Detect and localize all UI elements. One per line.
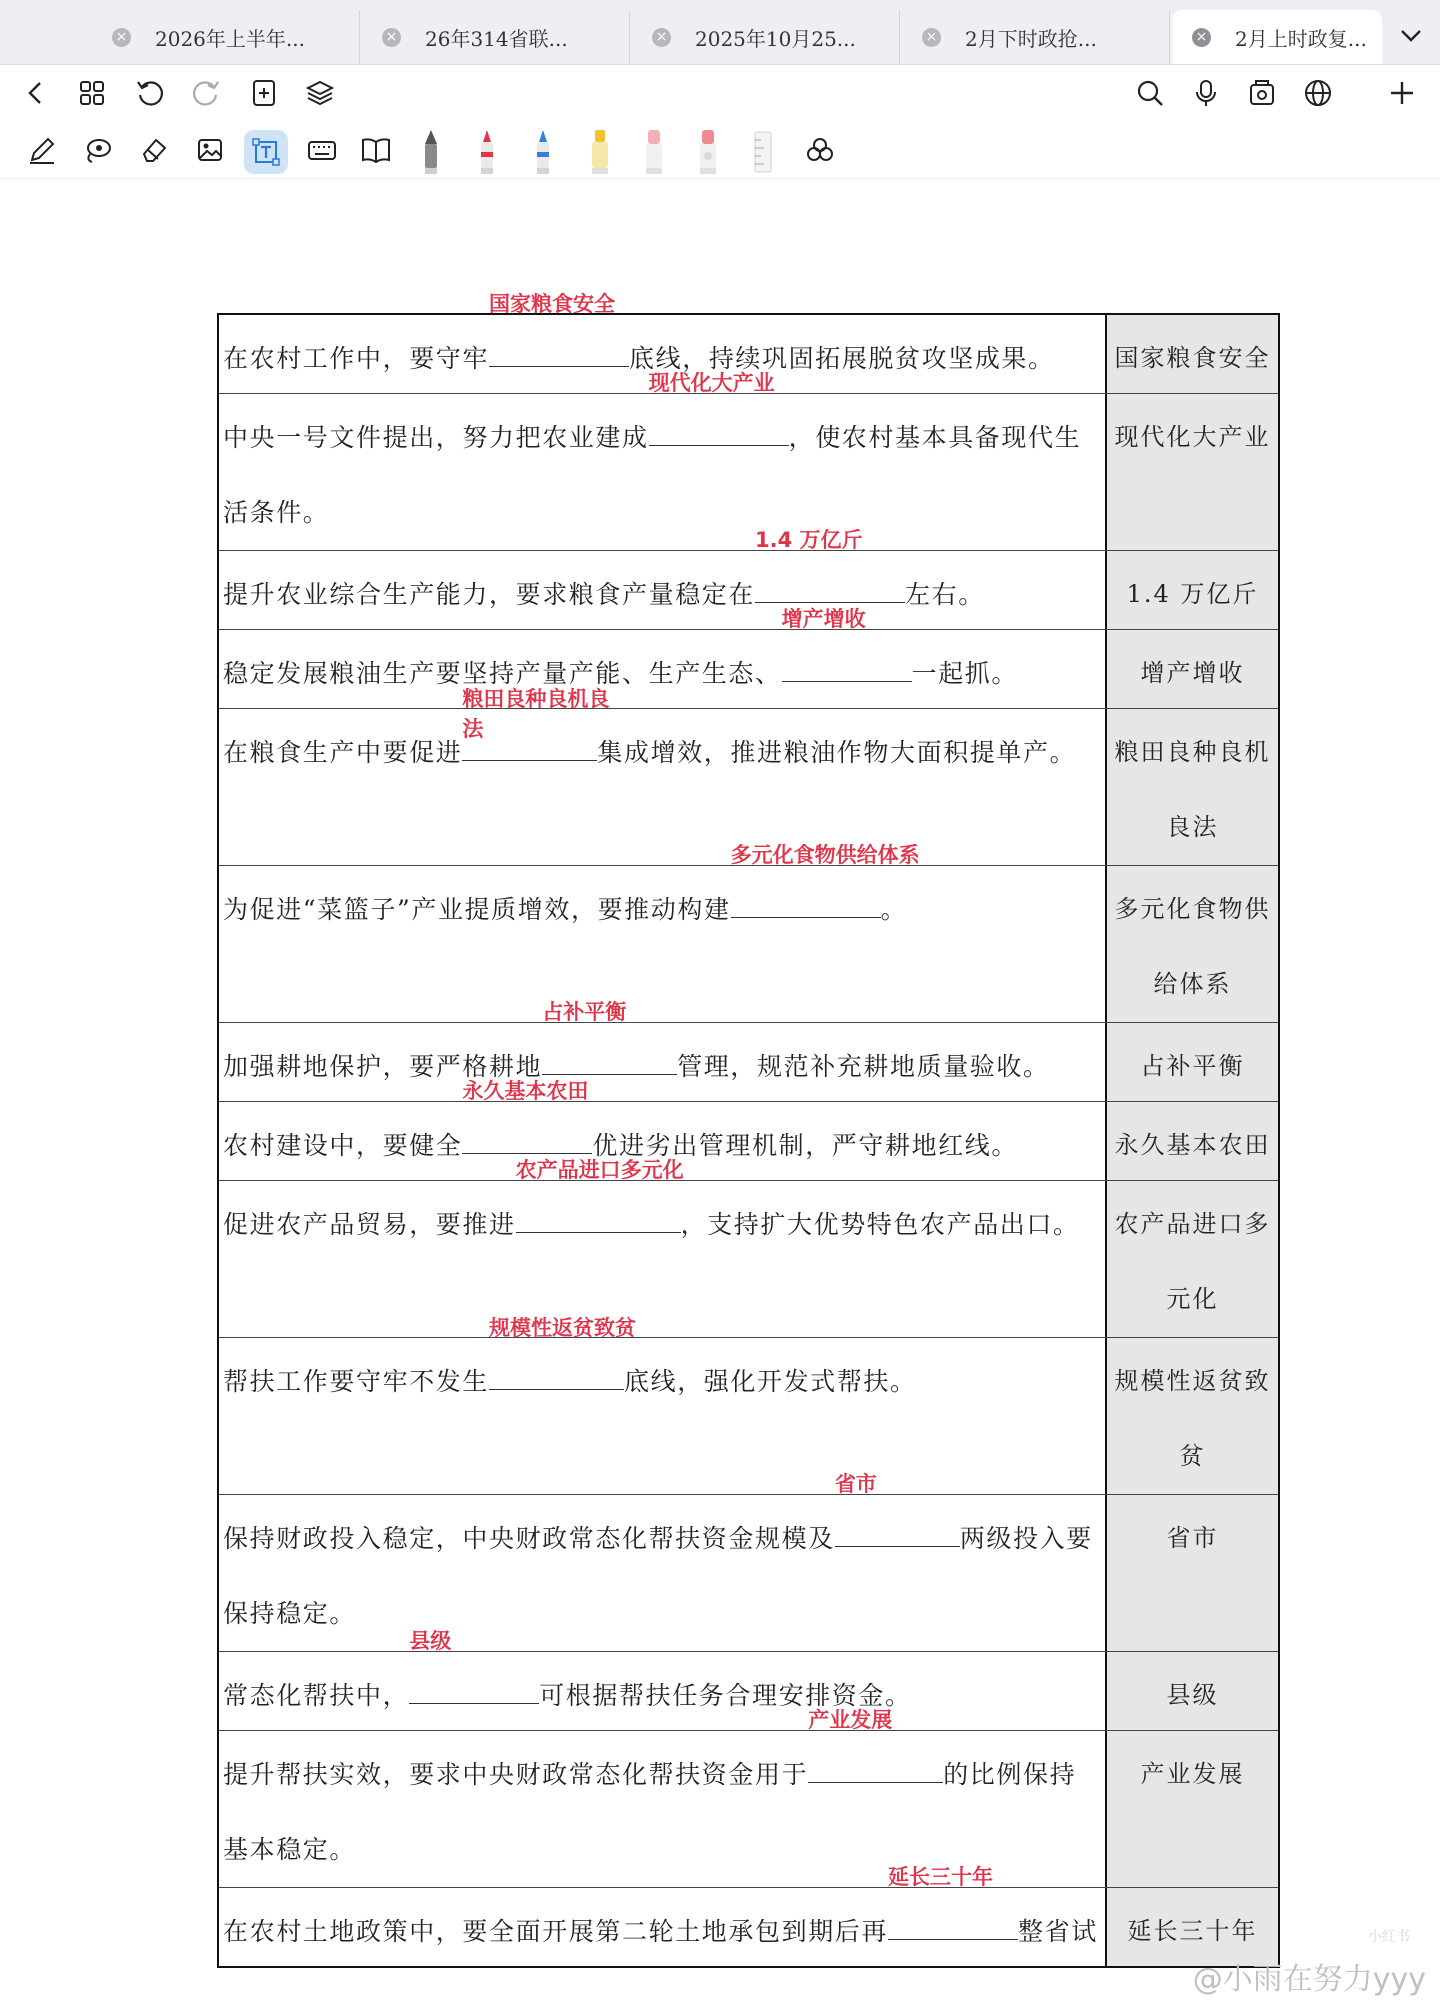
- question-text-before: 农村建设中，要健全: [223, 1131, 463, 1160]
- table-row: [219, 1158, 1278, 1338]
- tab-label: 2025年10月25...: [695, 26, 856, 51]
- tool-bar: [0, 126, 1440, 179]
- ruler-icon[interactable]: [752, 130, 774, 178]
- question-text-after: 优进劣出管理机制，严守耕地红线。: [592, 1131, 1019, 1160]
- color-palette-icon[interactable]: [800, 130, 840, 170]
- table-row: [219, 1079, 1278, 1181]
- question-cell: [219, 1000, 1105, 1101]
- question-text-before: 在农村土地政策中，要全面开展第二轮土地承包到期后再: [223, 1917, 889, 1946]
- answer-key-cell: 占补平衡: [1105, 1023, 1278, 1101]
- question-text-before: 保持财政投入稳定，中央财政常态化帮扶资金规模及: [223, 1524, 835, 1553]
- search-icon[interactable]: [1130, 73, 1170, 113]
- answer-blank[interactable]: [489, 292, 629, 367]
- question-cell: [219, 1629, 1105, 1730]
- answer-blank[interactable]: [462, 687, 610, 761]
- question-text-after: 底线，强化开发式帮扶。: [624, 1367, 917, 1396]
- answer-blank[interactable]: [462, 1079, 592, 1154]
- answer-blank[interactable]: [781, 607, 912, 682]
- answer-blank[interactable]: [489, 1316, 637, 1390]
- question-cell: [219, 687, 1105, 865]
- answer-blank[interactable]: [755, 528, 905, 603]
- question-text-before: 在农村工作中，要守牢: [223, 344, 490, 373]
- table-row: [219, 843, 1278, 1023]
- tab-5-active[interactable]: [1172, 10, 1382, 64]
- question-text-after: 集成增效，推进粮油作物大面积提单产。: [597, 738, 1077, 767]
- layers-icon[interactable]: [300, 73, 340, 113]
- book-tool-icon[interactable]: [356, 130, 396, 170]
- watermark: @小雨在努力yyy: [1192, 1962, 1426, 1997]
- handwritten-answer: 省市: [834, 1472, 877, 1496]
- handwritten-answer: 粮田良种良机良法: [462, 687, 610, 741]
- fountain-pen-icon[interactable]: [422, 130, 440, 178]
- answer-key-cell: 规模性返贫致贫: [1105, 1338, 1278, 1494]
- answer-key-cell: 增产增收: [1105, 630, 1278, 708]
- add-page-icon[interactable]: [244, 73, 284, 113]
- pink-highlighter-icon[interactable]: [644, 130, 664, 178]
- table-row: [219, 1000, 1278, 1102]
- question-text-before: 为促进“菜篮子”产业提质增效，要推动构建: [223, 895, 731, 924]
- answer-blank[interactable]: [808, 1708, 943, 1783]
- question-text-before: 常态化帮扶中，: [223, 1681, 410, 1710]
- chevron-down-icon[interactable]: [1400, 24, 1422, 49]
- tab-label: 2月下时政抢...: [965, 26, 1097, 51]
- answer-blank[interactable]: [730, 843, 920, 918]
- tab-3[interactable]: [632, 10, 900, 64]
- globe-icon[interactable]: [1298, 73, 1338, 113]
- question-cell: [219, 843, 1105, 1022]
- question-text-after: 整省试: [1018, 1917, 1098, 1946]
- question-cell: [219, 1158, 1105, 1337]
- image-tool-icon[interactable]: [190, 130, 230, 170]
- answer-key-cell: 延长三十年: [1105, 1888, 1278, 1966]
- close-icon[interactable]: ×: [112, 28, 131, 47]
- question-cell: [219, 1472, 1105, 1651]
- answer-key-cell: 粮田良种良机良法: [1105, 709, 1278, 865]
- keyboard-tool-icon[interactable]: [302, 130, 342, 170]
- handwritten-answer: 产业发展: [808, 1708, 893, 1732]
- tab-label: 2026年上半年...: [155, 26, 305, 51]
- handwritten-answer: 现代化大产业: [648, 371, 775, 395]
- question-cell: [219, 371, 1105, 550]
- close-icon[interactable]: ×: [382, 28, 401, 47]
- table-row: [219, 1708, 1278, 1888]
- question-text-before: 提升帮扶实效，要求中央财政常态化帮扶资金用于: [223, 1760, 809, 1789]
- handwritten-answer: 增产增收: [781, 607, 866, 631]
- tab-4[interactable]: [902, 10, 1170, 64]
- handwritten-answer: 永久基本农田: [462, 1079, 589, 1103]
- close-icon[interactable]: ×: [922, 28, 941, 47]
- question-text-before: 帮扶工作要守牢不发生: [223, 1367, 490, 1396]
- answer-blank[interactable]: [409, 1629, 539, 1704]
- handwritten-answer: 延长三十年: [888, 1865, 994, 1889]
- question-text-after: 管理，规范补充耕地质量验收。: [677, 1052, 1050, 1081]
- eraser-tool-icon[interactable]: [134, 130, 174, 170]
- microphone-icon[interactable]: [1186, 73, 1226, 113]
- tab-1[interactable]: [92, 10, 360, 64]
- lasso-tool-icon[interactable]: [78, 130, 118, 170]
- share-icon[interactable]: [1242, 73, 1282, 113]
- answer-blank[interactable]: [515, 1158, 684, 1233]
- answer-key-cell: 省市: [1105, 1495, 1278, 1651]
- answer-key-cell: 产业发展: [1105, 1731, 1278, 1887]
- question-text-after: 可根据帮扶任务合理安排资金。: [539, 1681, 912, 1710]
- tab-2[interactable]: [362, 10, 630, 64]
- question-text-before: 在粮食生产中要促进: [223, 738, 463, 767]
- answer-key-cell: 县级: [1105, 1652, 1278, 1730]
- tab-bar: [0, 0, 1440, 65]
- grid-icon[interactable]: [72, 73, 112, 113]
- answer-key-cell: 农产品进口多元化: [1105, 1181, 1278, 1337]
- handwritten-answer: 县级: [409, 1629, 452, 1653]
- back-icon[interactable]: [16, 73, 56, 113]
- watermark-logo: 小红书: [1368, 1929, 1410, 1945]
- answer-blank[interactable]: [888, 1865, 1018, 1940]
- answer-key-cell: 国家粮食安全: [1105, 315, 1278, 393]
- close-icon[interactable]: ×: [1192, 28, 1211, 47]
- answer-key-cell: 永久基本农田: [1105, 1102, 1278, 1180]
- question-cell: [219, 1316, 1105, 1494]
- close-icon[interactable]: ×: [652, 28, 671, 47]
- handwritten-answer: 1.4 万亿斤: [755, 528, 863, 552]
- question-text-before: 中央一号文件提出，努力把农业建成: [223, 423, 649, 452]
- handwritten-answer: 多元化食物供给体系: [730, 843, 920, 867]
- red-marker-icon[interactable]: [698, 130, 718, 178]
- question-text-after: ，使农村基本具备现代生活条件。: [223, 423, 1082, 527]
- question-text-after: 的比例保持基本稳定。: [223, 1760, 1077, 1864]
- blue-pen-icon[interactable]: [534, 130, 552, 178]
- answer-blank[interactable]: [648, 371, 789, 446]
- handwritten-answer: 国家粮食安全: [489, 292, 616, 316]
- question-text-after: 一起抓。: [911, 659, 1019, 688]
- question-cell: [219, 607, 1105, 708]
- answer-key-cell: 现代化大产业: [1105, 394, 1278, 550]
- yellow-highlighter-icon[interactable]: [590, 130, 610, 178]
- red-pen-icon[interactable]: [478, 130, 496, 178]
- table-row: [219, 371, 1278, 551]
- redo-icon[interactable]: [186, 73, 226, 113]
- answer-key-cell: 多元化食物供给体系: [1105, 866, 1278, 1022]
- worksheet-table: [217, 292, 1280, 1968]
- question-text-after: ，支持扩大优势特色农产品出口。: [680, 1210, 1080, 1239]
- question-text-after: 两级投入要保持稳定。: [223, 1524, 1093, 1628]
- handwritten-answer: 规模性返贫致贫: [489, 1316, 637, 1340]
- question-text-after: 左右。: [905, 580, 985, 609]
- undo-icon[interactable]: [130, 73, 170, 113]
- table-row: [219, 1865, 1278, 1966]
- table-row: [219, 1316, 1278, 1495]
- question-cell: [219, 1865, 1105, 1966]
- answer-blank[interactable]: [834, 1472, 960, 1547]
- question-text-before: 促进农产品贸易，要推进: [223, 1210, 516, 1239]
- handwritten-answer: 农产品进口多元化: [515, 1158, 684, 1182]
- tab-label: 2月上时政复...: [1235, 26, 1367, 51]
- text-box-tool-icon[interactable]: [244, 130, 288, 174]
- question-text-before: 加强耕地保护，要严格耕地: [223, 1052, 543, 1081]
- table-row: [219, 1629, 1278, 1731]
- question-text-after: 。: [880, 895, 908, 924]
- pencil-tool-icon[interactable]: [22, 130, 62, 170]
- question-text-before: 提升农业综合生产能力，要求粮食产量稳定在: [223, 580, 756, 609]
- answer-key-cell: 1.4 万亿斤: [1105, 551, 1278, 629]
- table-row: [219, 528, 1278, 630]
- question-cell: [219, 528, 1105, 629]
- question-text-after: 底线，持续巩固拓展脱贫攻坚成果。: [629, 344, 1055, 373]
- table-row: [219, 1472, 1278, 1652]
- handwritten-answer: 占补平衡: [542, 1000, 627, 1024]
- main-toolbar: [0, 65, 1440, 125]
- table-row: [219, 607, 1278, 709]
- plus-icon[interactable]: [1382, 73, 1422, 113]
- question-text-before: 稳定发展粮油生产要坚持产量产能、生产生态、: [223, 659, 782, 688]
- answer-blank[interactable]: [542, 1000, 677, 1075]
- tab-label: 26年314省联...: [425, 26, 568, 51]
